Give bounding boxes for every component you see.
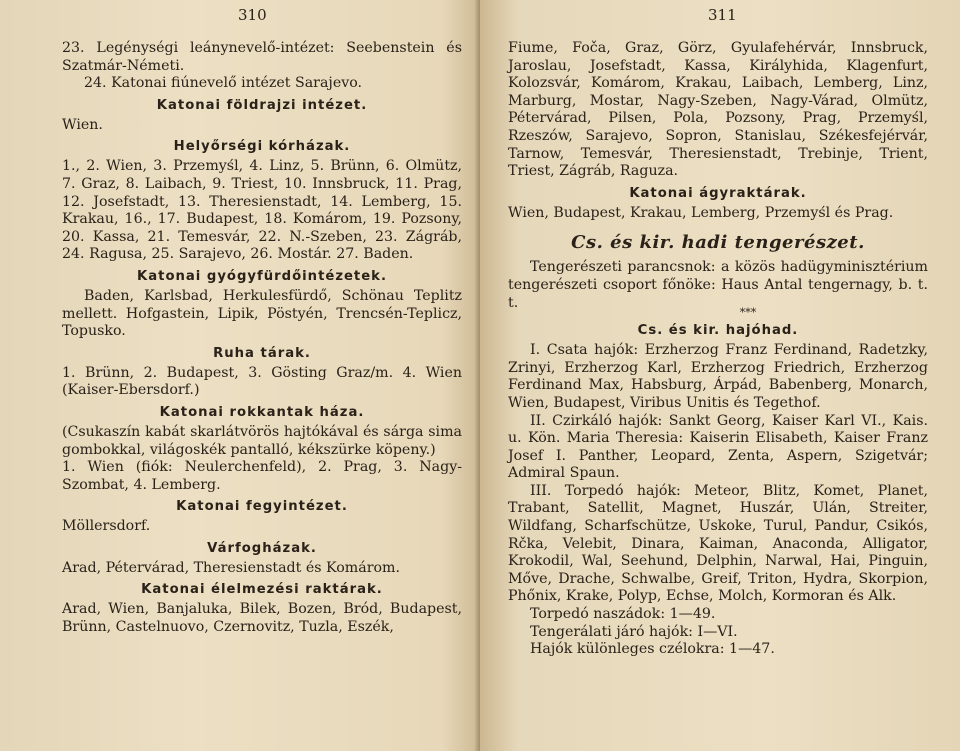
paragraph: II. Czirkáló hajók: Sankt Georg, Kaiser Karl VI., Kais. u. Kön. Maria Theresia: Kaiserin Elisabeth, Kaiser Franz Josef I. Panther, Leopard, Zenta, Aspern, Szigetvár; Admiral Spaun. <box>508 412 928 482</box>
chapter-heading: Cs. és kir. hadi tengerészet. <box>571 232 865 254</box>
left-page-content <box>62 40 462 637</box>
separator-stars: *** <box>739 306 757 320</box>
right-page <box>480 0 960 751</box>
paragraph: 24. Katonai fiúnevelő intézet Sarajevo. <box>84 75 363 92</box>
section-heading: Katonai fegyintézet. <box>176 499 348 515</box>
paragraph: Wien. <box>62 116 103 133</box>
section-heading: Cs. és kir. hajóhad. <box>637 323 799 339</box>
paragraph: Arad, Wien, Banjaluka, Bilek, Bozen, Bród, Budapest, Brünn, Castelnuovo, Czernovitz, Tuzla, Eszék, <box>62 601 462 636</box>
paragraph: Wien, Budapest, Krakau, Lemberg, Przemyśl és Prag. <box>508 204 894 221</box>
section-heading: Katonai ágyraktárak. <box>629 185 807 201</box>
paragraph: 1., 2. Wien, 3. Przemyśl, 4. Linz, 5. Brünn, 6. Olmütz, 7. Graz, 8. Laibach, 9. Triest, 10. Innsbruck, 11. Prag, 12. Josefstadt, 13. Theresienstadt, 14. Lemberg, 15. Krakau, 16., 17. Budapest, 18. Komárom, 19. Pozsony, 20. Kassa, 21. Temesvár, 22. N.-Szeben, 23. Zágráb, 24. Ragusa, 25. Sarajevo, 26. Mostár. 27. Baden. <box>62 158 462 263</box>
paragraph: 23. Legénységi leánynevelő-intézet: Seebenstein és Szatmár-Németi. <box>62 40 462 74</box>
paragraph: 1. Brünn, 2. Budapest, 3. Gösting Graz/m. 4. Wien (Kaiser-Ebersdorf.) <box>62 364 462 399</box>
paragraph: 1. Wien (fiók: Neulerchenfeld), 2. Prag, 3. Nagy-Szombat, 4. Lemberg. <box>62 459 462 493</box>
right-page-content <box>508 40 928 659</box>
paragraph: (Csukaszín kabát skarlátvörös hajtókával és sárga sima gombokkal, világoskék pantalló, kékszürke köpeny.) <box>62 423 462 458</box>
paragraph: Torpedó naszádok: 1—49. <box>530 606 716 623</box>
paragraph: Baden, Karlsbad, Herkulesfürdő, Schönau Teplitz mellett. Hofgastein, Lipik, Pöstyén, Trencsén-Teplicz, Topusko. <box>62 287 462 340</box>
section-heading: Várfogházak. <box>207 540 317 556</box>
section-heading: Katonai földrajzi intézet. <box>156 97 368 113</box>
paragraph: Tengerészeti parancsnok: a közös hadügyminisztérium tengerészeti csoport főnöke: Haus Antal tengernagy, b. t. t. <box>508 259 928 311</box>
page-number: 311 <box>708 6 737 24</box>
section-heading: Ruha tárak. <box>213 345 311 361</box>
paragraph: Tengerálati járó hajók: I—VI. <box>530 623 738 640</box>
section-heading: Helyőrségi kórházak. <box>173 139 351 155</box>
section-heading: Katonai rokkantak háza. <box>159 404 365 420</box>
paragraph: III. Torpedó hajók: Meteor, Blitz, Komet, Planet, Trabant, Satellit, Magnet, Huszár, Ulán, Streiter, Wildfang, Scharfschütze, Uskoke, Turul, Pandur, Csikós, Rčka, Velebit, Dinara, Kaiman, Anaconda, Alligator, Krokodil, Wal, Seehund, Delphin, Narwal, Hai, Pinguin, Mőve, Drache, Schwalbe, Greif, Triton, Hydra, Skorpion, Phőnix, Krake, Polyp, Echse, Molch, Kormoran és Alk. <box>508 482 928 605</box>
paragraph: I. Csata hajók: Erzherzog Franz Ferdinand, Radetzky, Zrinyi, Erzherzog Karl, Erzherzog Friedrich, Erzherzog Ferdinand Max, Habsburg, Árpád, Babenberg, Monarch, Wien, Budapest, Viribus Unitis és Tegethof. <box>508 342 928 411</box>
page-number: 310 <box>238 6 267 24</box>
paragraph: Möllersdorf. <box>62 518 151 535</box>
section-heading: Katonai gyógyfürdőintézetek. <box>137 268 387 284</box>
paragraph: Arad, Pétervárad, Theresienstadt és Komárom. <box>62 559 400 576</box>
paragraph: Fiume, Foča, Graz, Görz, Gyulafehérvár, Innsbruck, Jaroslau, Josefstadt, Kassa, Királyhida, Klagenfurt, Kolozsvár, Komárom, Krakau, Laibach, Lemberg, Linz, Marburg, Mostar, Nagy-Szeben, Nagy-Várad, Olmütz, Pétervárad, Pilsen, Pola, Pozsony, Prag, Przemyśl, Rzeszów, Sarajevo, Sopron, Stanislau, Székesfejérvár, Tarnow, Temesvár, Theresienstadt, Trebinje, Trient, Triest, Zágráb, Raguza. <box>508 40 928 180</box>
section-heading: Katonai élelmezési raktárak. <box>141 582 383 598</box>
paragraph: Hajók különleges czélokra: 1—47. <box>530 641 775 658</box>
